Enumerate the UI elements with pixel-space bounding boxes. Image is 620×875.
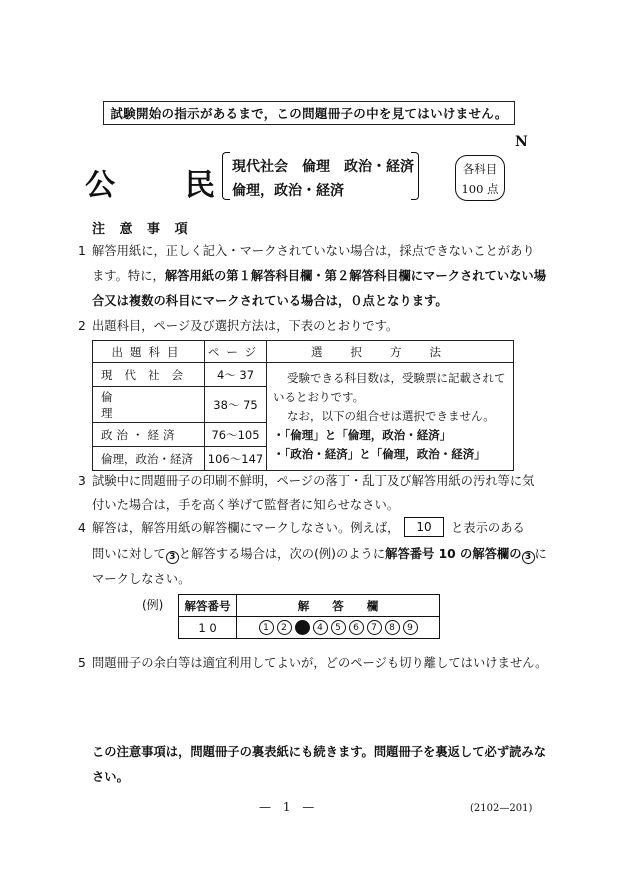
answer-bubble-icon: 8 — [385, 620, 400, 635]
method-line: 受験できる科目数は，受験票に記載されて — [287, 371, 506, 385]
answer-bubble-icon: 1 — [259, 620, 274, 635]
points-label: 各科目 — [462, 162, 498, 176]
table-header-pages: ページ — [205, 341, 267, 363]
table-row — [93, 363, 514, 387]
item3-line1: 試験中に問題冊子の印刷不鮮明，ページの落丁・乱丁及び解答用紙の汚れ等に気 — [92, 474, 535, 488]
subject-bracket-right — [411, 152, 419, 200]
answer-bubble-icon: 5 — [331, 620, 346, 635]
item1-line1: 解答用紙に，正しく記入・マークされていない場合は，採点できないことがあり — [92, 244, 535, 258]
method-line: ・「政治・経済」と「倫理，政治・経済」 — [273, 447, 486, 461]
item5-line1: 問題冊子の余白等は適宜利用してよいが，どのページも切り離してはいけません。 — [92, 656, 548, 670]
booklet-code: (2102—201) — [470, 803, 533, 814]
subject-list-line2: 倫理，政治・経済 — [232, 183, 344, 199]
table-cell-subject: 政治・経済 — [93, 423, 205, 447]
table-header-subject: 出題科目 — [93, 341, 205, 363]
answer-bubble-icon: 6 — [349, 620, 364, 635]
answer-bubble-icon: 4 — [313, 620, 328, 635]
notes-heading: 注 意 事 項 — [92, 222, 193, 237]
answer-bubble-icon: 9 — [403, 620, 418, 635]
table-header-method: 選択方法 — [267, 341, 514, 363]
subject-title-char1: 公 — [85, 168, 116, 203]
booklet-code-letter: N — [515, 134, 528, 150]
method-line: ・「倫理」と「倫理，政治・経済」 — [273, 428, 452, 442]
answer-bubble-icon: 7 — [367, 620, 382, 635]
subject-title-char2: 民 — [185, 168, 215, 203]
subject-table — [92, 340, 514, 471]
item-number: 3 — [78, 474, 86, 488]
table-cell-pages: 76～105 — [205, 423, 267, 447]
table-cell-pages: 38～ 75 — [205, 387, 267, 423]
circled-answer-icon: 3 — [522, 551, 535, 564]
item-number: 1 — [78, 244, 86, 258]
points-value: 100 点 — [461, 182, 499, 196]
item4-line2: 問いに対して 3 と解答する場合は，次の(例)のように解答番号 10 の解答欄の 3 に — [92, 547, 547, 562]
item-number: 4 — [78, 521, 86, 535]
closing-note-line2: さい。 — [92, 770, 129, 784]
table-cell-method — [267, 363, 514, 471]
circled-answer-icon: 3 — [166, 551, 179, 564]
item2-line1: 出題科目，ページ及び選択方法は，下表のとおりです。 — [92, 319, 399, 333]
page-number: — 1 — — [259, 800, 319, 814]
example-row-number: 1 0 — [179, 617, 237, 639]
table-cell-subject: 倫理，政治・経済 — [93, 447, 205, 471]
subject-list-line1: 現代社会 倫理 政治・経済 — [232, 159, 414, 175]
example-bubbles — [237, 617, 440, 639]
example-header-answer: 解 答 欄 — [237, 595, 440, 617]
table-cell-pages: 4～ 37 — [205, 363, 267, 387]
method-line: なお，以下の組合せは選択できません。 — [287, 409, 495, 423]
example-header-number: 解答番号 — [179, 595, 237, 617]
example-answer-sheet — [178, 594, 440, 639]
answer-bubble-icon: 3 — [295, 620, 310, 635]
example-label: (例) — [142, 598, 164, 612]
item4-line1b: と表示のある — [451, 521, 525, 535]
table-cell-subject: 倫理 — [93, 387, 205, 423]
item-number: 5 — [78, 656, 86, 670]
instruction-notice: 試験開始の指示があるまで，この問題冊子の中を見てはいけません。 — [103, 101, 515, 125]
answer-bubble-icon: 2 — [277, 620, 292, 635]
item1-line2: ます。特に，解答用紙の第１解答科目欄・第２解答科目欄にマークされていない場 — [92, 269, 547, 283]
answer-number-box: 10 — [404, 517, 444, 537]
item4-line1a: 解答は，解答用紙の解答欄にマークしなさい。例えば， — [92, 521, 400, 535]
item1-line3: 合又は複数の科目にマークされている場合は，０点となります。 — [92, 294, 448, 308]
subject-bracket-left — [222, 152, 230, 200]
table-cell-pages: 106～147 — [205, 447, 267, 471]
bubble-row — [237, 620, 439, 635]
item4-line3: マークしなさい。 — [92, 572, 191, 586]
closing-note-line1: この注意事項は，問題冊子の裏表紙にも続きます。問題冊子を裏返して必ず読みな — [92, 745, 547, 759]
item-number: 2 — [78, 319, 86, 333]
method-line: いるとおりです。 — [273, 390, 365, 404]
item3-line2: 付いた場合は，手を高く挙げて監督者に知らせなさい。 — [92, 498, 400, 512]
table-cell-subject: 現代社会 — [93, 363, 205, 387]
